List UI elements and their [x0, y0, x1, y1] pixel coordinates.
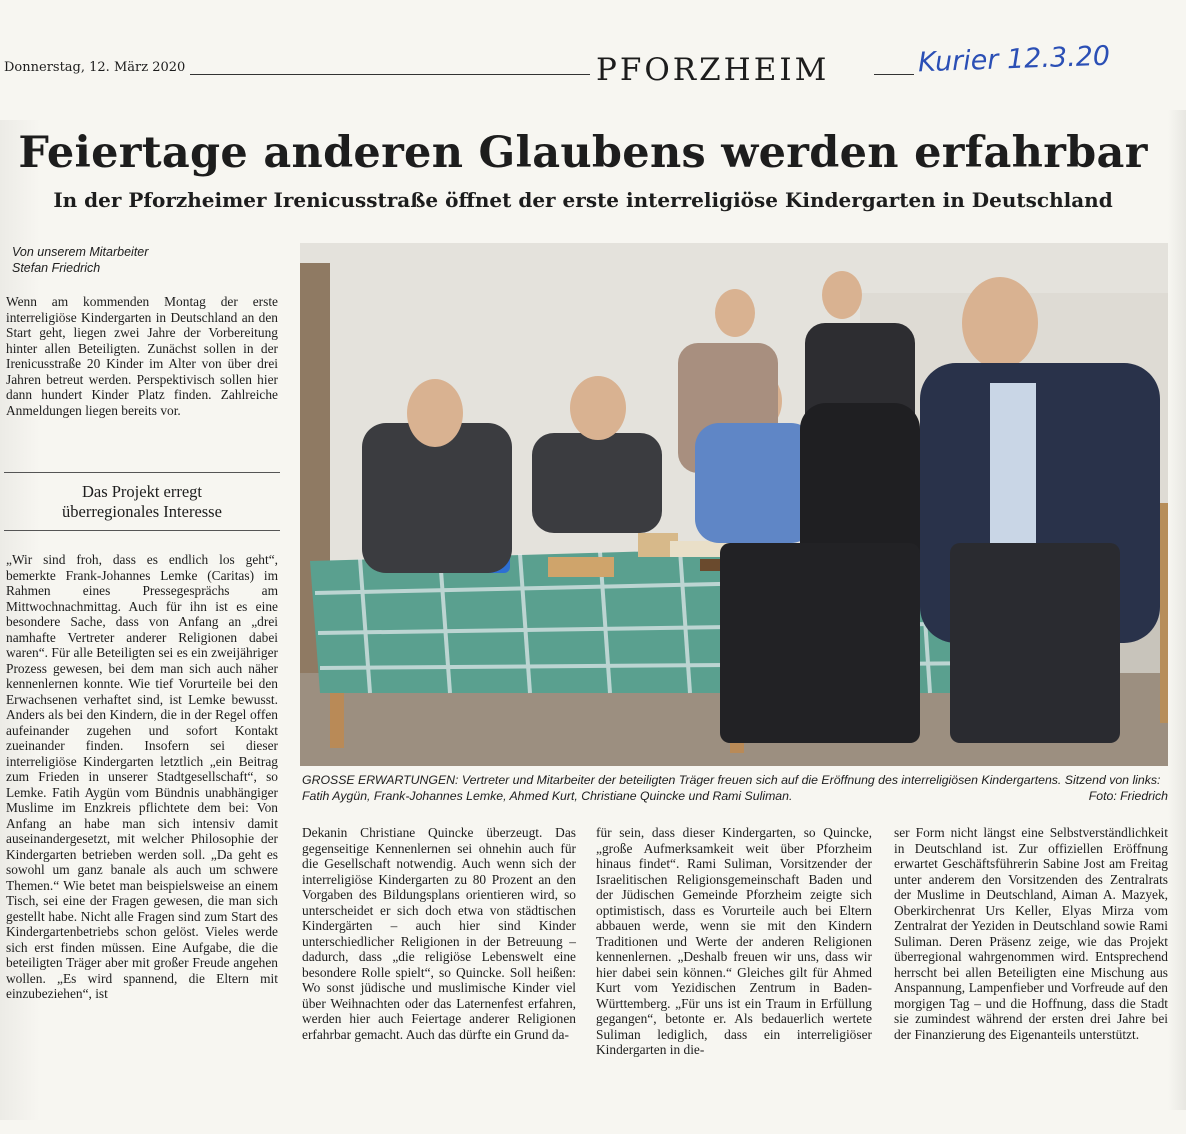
article-column-4: ser Form nicht längst eine Selbstverständlichkeit in Deutschland ist. Zur offiziellen Eröffnung erwartet Geschäftsführerin Sabine Jost am Freitag unter anderem den Vorsitzenden des Zentralrats der Muslime in Deutschland, Aiman A. Mazyek, Oberkirchenrat Urs Keller, Elyas Mirza vom Zentralrat der Yeziden in Deutschland sowie Rami Suliman. Deren Präsenz zeige, wie das Projekt überregional wahrgenommen wird. Entsprechend herrscht bei allen Beteiligten eine Mischung aus Anspannung, Lampenfieber und Vorfreude auf den morgigen Tag – und die Hoffnung, dass die Stadt sie zumindest während der ersten drei Jahre bei der Finanzierung des Eigenanteils unterstützt. [894, 825, 1168, 1042]
article-column-1: „Wir sind froh, dass es endlich los geht“, bemerkte Frank-Johannes Lemke (Caritas) im Rahmen eines Pressegesprächs am Mittwochnachmittag. Auch für ihn ist es eine besondere Sache, dass von Anfang an „drei namhafte Vertreter anderer Religionen dabei waren“. Für alle Beteiligten sei es ein zweijähriger Prozess gewesen, bei dem man sich auch näher kennenlernen konnte. Wie tief Vorurteile bei den Erwachsenen verhaftet sind, ist Lemke bewusst. Anders als bei den Kindern, die in der Regel offen aufeinander zugehen und sofort Kontakt zueinander finden. Insofern sei dieser interreligiöse Kindergarten letztlich „ein Beitrag zum Frieden in unserer Stadtgesellschaft“, so Lemke. Fatih Aygün vom Bündnis unabhängiger Muslime im Enzkreis pflichtete dem bei: Von Anfang an habe man sich intensiv damit auseinandergesetzt, mit welcher Philosophie der Kindergarten betrieben werden soll. „Da geht es sowohl um ganz banale als auch um schwere Themen.“ Wie betet man beispielsweise an einem Tisch, sei eine der Fragen gewesen, die man sich gestellt habe. Nicht alle Fragen sind zum Start des Kindergartenbetriebs schon gelöst. Vieles werde sich erst finden müssen. Eine Aufgabe, die die beteiligten Träger aber mit großer Freude angehen wollen. „Es wird spannend, die Eltern mit einzubeziehen“, ist [6, 552, 278, 1001]
box-rule-bottom [4, 530, 280, 531]
handwritten-note: Kurier 12.3.20 [917, 40, 1111, 79]
photo-illustration [300, 243, 1168, 766]
byline [12, 244, 148, 276]
article-column-3: für sein, dass dieser Kindergarten, so Quincke, „große Aufmerksamkeit weit über Pforzheim hinaus findet“. Rami Suliman, Vorsitzender der Israelitischen Religionsgemeinschaft Baden und der Jüdischen Gemeinde Pforzheim zeigte sich optimistisch, dass es Vorurteile auch bei Eltern abbauen werde, wenn sie mit den Kindern Traditionen und Werte der anderen Religionen kennenlernen. „Deshalb freuen wir uns, dass wir hier dabei sein können.“ Gleiches gilt für Ahmed Kurt vom Yezidischen Zentrum in Baden-Württemberg. „Für uns ist ein Traum in Erfüllung gegangen“, betonte er. Als bedauerlich wertete Suliman lediglich, dass ein interreligiöser Kindergarten in die- [596, 825, 872, 1057]
section-title: PFORZHEIM [596, 52, 830, 88]
byline-line-1: Von unserem Mitarbeiter [12, 245, 149, 259]
header-rule-right [874, 74, 914, 75]
headline: Feiertage anderen Glaubens werden erfahrbar [18, 128, 1148, 178]
dateline: Donnerstag, 12. März 2020 [4, 60, 186, 75]
caption-text: GROSSE ERWARTUNGEN: Vertreter und Mitarbeiter der beteiligten Träger freuen sich auf die Eröffnung des interreligiösen Kindergartens. Sitzend von links: Fatih Aygün, Frank-Johannes Lemke, Ahmed Kurt, Christiane Quincke und Rami Suliman. [302, 773, 1161, 803]
adjacent-page-edge-right [1168, 110, 1186, 1110]
article-column-2: Dekanin Christiane Quincke überzeugt. Das gegenseitige Kennenlernen sei ohnehin auch für die Gesellschaft notwendig. Auch wenn sich der interreligiöse Kindergarten zu 80 Prozent an den Vorgaben des Bildungsplans orientieren wird, so unterscheidet er sich doch etwa von städtischen Kindergärten – auch hier sind Kinder unterschiedlicher Religionen in der Betreuung – dadurch, dass „die religiöse Lebenswelt eine besondere Rolle spielt“, so Quincke. Soll heißen: Wo sonst jüdische und muslimische Kinder viel über Weihnachten oder das Laternenfest erfahren, werden hier auch Feiertage anderer Religionen erfahrbar gemacht. Auch das dürfte ein Grund da- [302, 825, 576, 1042]
box-heading [4, 482, 280, 522]
header-rule-left [190, 74, 590, 75]
byline-line-2: Stefan Friedrich [12, 261, 101, 275]
box-heading-line-1: Das Projekt erregt [81, 482, 203, 501]
box-rule-top [4, 472, 280, 473]
article-photo [300, 243, 1168, 766]
subheadline: In der Pforzheimer Irenicusstraße öffnet der erste interreligiöse Kindergarten in Deutschland [53, 188, 1113, 212]
intro-paragraph: Wenn am kommenden Montag der erste interreligiöse Kindergarten in Deutschland an den Start geht, liegen zwei Jahre der Vorbereitung hinter allen Beteiligten. Zunächst sollen in der Irenicusstraße 20 Kinder im Alter von über drei Jahren betreut werden. Perspektivisch sollen hier dann hundert Kinder Platz finden. Zahlreiche Anmeldungen liegen bereits vor. [6, 294, 278, 418]
box-heading-line-2: überregionales Interesse [62, 502, 222, 521]
photo-credit: Foto: Friedrich [1088, 789, 1168, 803]
photo-caption [302, 772, 1168, 804]
